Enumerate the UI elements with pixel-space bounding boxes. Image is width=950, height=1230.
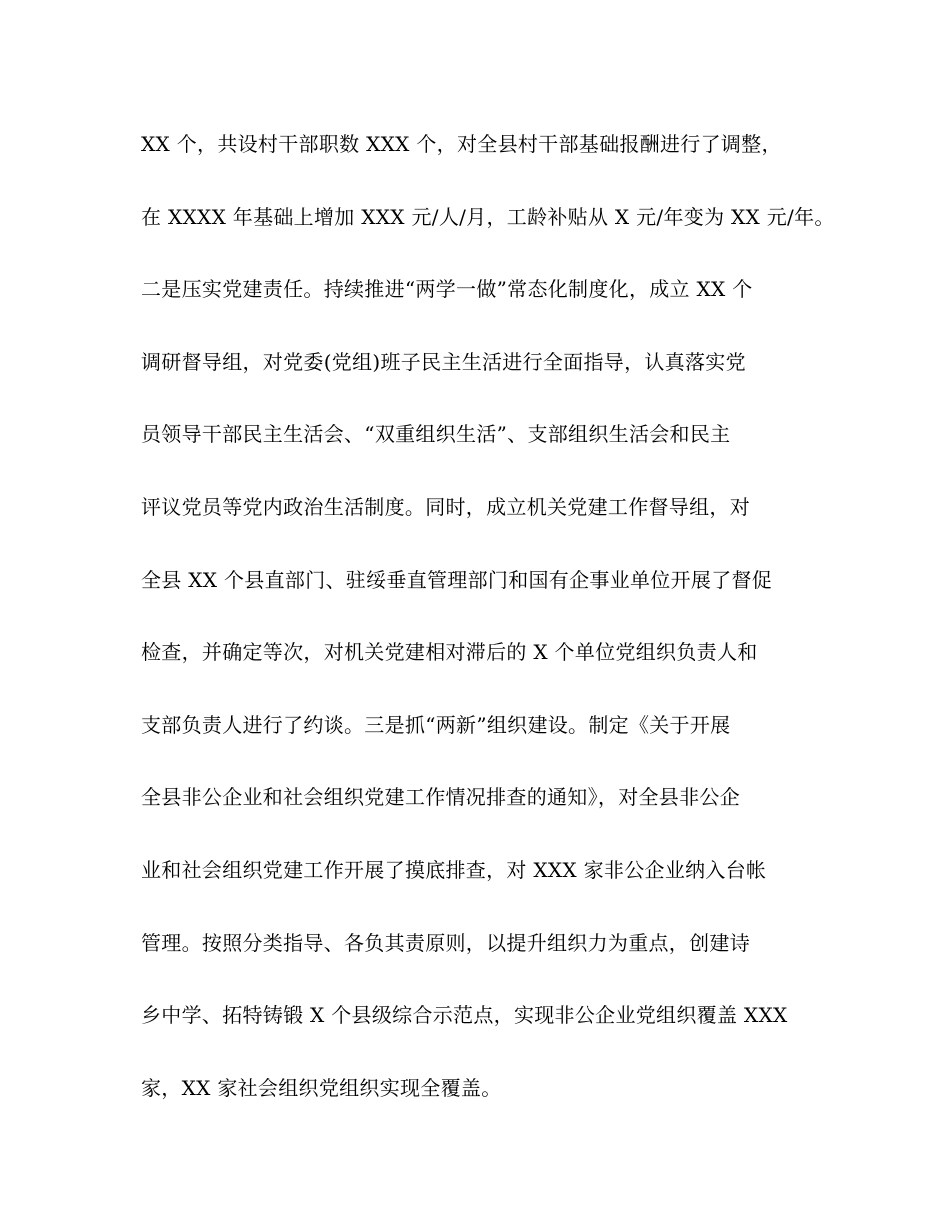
text-line-3: 二是压实党建责任。持续推进“两学一做”常态化制度化，成立 XX 个 xyxy=(141,277,753,302)
text-line-4: 调研督导组，对党委(党组)班子民主生活进行全面指导，认真落实党 xyxy=(141,349,746,374)
text-line-6: 评议党员等党内政治生活制度。同时，成立机关党建工作督导组，对 xyxy=(141,494,750,519)
text-line-8: 检查，并确定等次，对机关党建相对滞后的 X 个单位党组织负责人和 xyxy=(141,640,758,665)
text-line-14: 家，XX 家社会组织党组织实现全覆盖。 xyxy=(141,1075,502,1100)
text-line-13: 乡中学、拓特铸锻 X 个县级综合示范点，实现非公企业党组织覆盖 XXX xyxy=(141,1003,788,1028)
body-paragraph xyxy=(141,127,931,1143)
text-line-5: 员领导干部民主生活会、“双重组织生活”、支部组织生活会和民主 xyxy=(141,422,731,447)
text-line-12: 管理。按照分类指导、各负其责原则，以提升组织力为重点，创建诗 xyxy=(141,930,750,955)
text-line-11: 业和社会组织党建工作开展了摸底排查，对 XXX 家非公企业纳入台帐 xyxy=(141,857,767,882)
text-line-10: 全县非公企业和社会组织党建工作情况排查的通知》，对全县非公企 xyxy=(141,785,740,810)
text-line-7: 全县 XX 个县直部门、驻绥垂直管理部门和国有企事业单位开展了督促 xyxy=(141,567,773,592)
text-line-2: 在 XXXX 年基础上增加 XXX 元/人/月，工龄补贴从 X 元/年变为 XX 元/年。 xyxy=(141,204,835,229)
text-line-1: XX 个，共设村干部职数 XXX 个，对全县村干部基础报酬进行了调整， xyxy=(141,132,782,156)
text-line-9: 支部负责人进行了约谈。三是抓“两新”组织建设。制定《关于开展 xyxy=(141,712,731,737)
